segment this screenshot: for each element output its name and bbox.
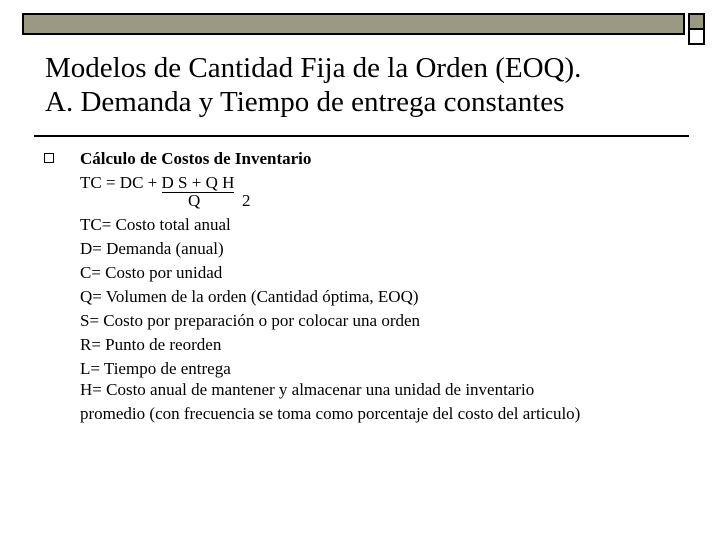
- bullet-heading: Cálculo de Costos de Inventario: [80, 149, 312, 168]
- formula-plus: +: [187, 173, 206, 192]
- definition-line: R= Punto de reorden: [80, 335, 222, 354]
- definition-line: H= Costo anual de mantener y almacenar una unidad de inventario: [80, 380, 535, 399]
- square-bullet-icon: [44, 153, 54, 163]
- definition-line: S= Costo por preparación o por colocar una orden: [80, 311, 421, 330]
- formula-numerator-qh: Q H: [205, 173, 235, 192]
- formula-numerator-ds: D S: [161, 173, 188, 192]
- definition-line: L= Tiempo de entrega: [80, 359, 231, 378]
- formula-denominators: [80, 189, 580, 213]
- decorative-top-bar: [22, 13, 685, 35]
- formula-prefix: TC = DC +: [80, 173, 162, 192]
- title-line-2: A. Demanda y Tiempo de entrega constantes: [45, 86, 565, 118]
- slide-title: [45, 51, 581, 119]
- slide-body: [80, 147, 580, 429]
- definition-line: TC= Costo total anual: [80, 215, 231, 234]
- definition-line: C= Costo por unidad: [80, 263, 223, 282]
- title-line-1: Modelos de Cantidad Fija de la Orden (EOQ).: [45, 52, 582, 84]
- definition-line: promedio (con frecuencia se toma como porcentaje del costo del articulo): [80, 404, 581, 423]
- decorative-corner-empty: [688, 28, 705, 45]
- formula-denominator-2: 2: [242, 191, 251, 210]
- formula-denominator-q: Q: [188, 191, 201, 210]
- definition-line: Q= Volumen de la orden (Cantidad óptima, EOQ): [80, 287, 419, 306]
- definition-line: D= Demanda (anual): [80, 239, 224, 258]
- title-divider: [34, 135, 689, 137]
